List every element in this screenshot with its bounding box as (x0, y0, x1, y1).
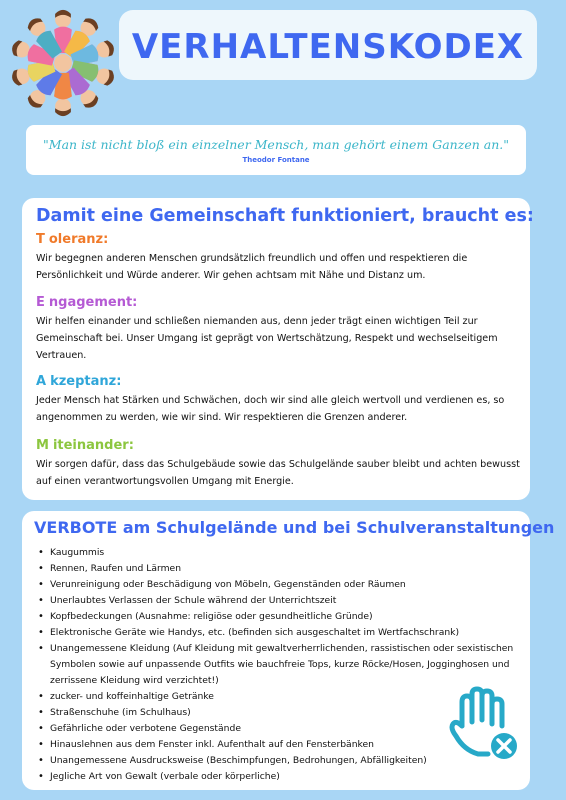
value-title (36, 232, 526, 248)
list-item: • Rennen, Raufen und Lärmen (36, 561, 522, 577)
value-rest: oleranz: (48, 232, 109, 247)
value-engagement (36, 295, 526, 364)
value-text: Jeder Mensch hat Stärken und Schwächen, doch wir sind alle gleich wertvoll und verdienen es, so angenommen zu werden, wie wir sind. Wir respektieren die Grenzen anderer. (36, 395, 505, 423)
list-item: • Unangemessene Kleidung (Auf Kleidung mit gewaltverherrlichenden, rassistischen oder sexistischen Symbolen sowie auf unpassende Outfits wie bauchfreie Tops, kurze Röcke/Hosen, Jogginghosen und zerrissene Kleidung wird verzichtet!) (36, 641, 522, 689)
community-heading: Damit eine Gemeinschaft funktioniert, braucht es: (36, 206, 534, 226)
community-values-card (22, 198, 534, 500)
value-title (36, 374, 526, 390)
value-initial: A (36, 374, 47, 389)
list-item: • Kaugummis (36, 545, 522, 561)
value-initial: M (36, 438, 49, 453)
value-rest: ngagement: (48, 295, 138, 310)
list-item: • Elektronische Geräte wie Handys, etc. (befinden sich ausgeschaltet im Wertfachschrank) (36, 625, 522, 641)
value-initial: T (36, 232, 45, 247)
value-text: Wir sorgen dafür, dass das Schulgebäude sowie das Schulgelände sauber bleibt und achten bewusst auf einen verantwortungsvollen Umgang mit Energie. (36, 459, 520, 487)
value-text: Wir begegnen anderen Menschen grundsätzlich freundlich und offen und respektieren die Persönlichkeit und Würde anderer. Wir gehen achtsam mit Nähe und Distanz um. (36, 253, 468, 281)
quote-text: "Man ist nicht bloß ein einzelner Mensch, man gehört einem Ganzen an." (43, 137, 509, 152)
list-item: • Verunreinigung oder Beschädigung von Möbeln, Gegenständen oder Räumen (36, 577, 522, 593)
list-item: • Jegliche Art von Gewalt (verbale oder körperliche) (36, 769, 522, 785)
value-initial: E (36, 295, 45, 310)
value-title (36, 438, 526, 454)
list-item: • zucker- und koffeinhaltige Getränke (36, 689, 522, 705)
value-toleranz (36, 232, 526, 284)
value-title (36, 295, 526, 311)
list-item: • Kopfbedeckungen (Ausnahme: religiöse oder gesundheitliche Gründe) (36, 609, 522, 625)
people-circle-logo (4, 4, 122, 122)
value-rest: kzeptanz: (50, 374, 122, 389)
value-akzeptanz (36, 374, 526, 426)
prohibitions-heading: VERBOTE am Schulgelände und bei Schulveranstaltungen (34, 518, 555, 537)
list-item: • Straßenschuhe (im Schulhaus) (36, 705, 522, 721)
stop-hand-icon (448, 686, 520, 762)
list-item: • Hinauslehnen aus dem Fenster inkl. Aufenthalt auf den Fensterbänken (36, 737, 522, 753)
header-banner (119, 10, 537, 80)
quote-author: Theodor Fontane (242, 156, 310, 164)
value-miteinander (36, 438, 526, 490)
quote-card (26, 125, 526, 175)
list-item: • Unangemessene Ausdrucksweise (Beschimpfungen, Bedrohungen, Abfälligkeiten) (36, 753, 522, 769)
list-item: • Unerlaubtes Verlassen der Schule während der Unterrichtszeit (36, 593, 522, 609)
list-item: • Gefährliche oder verbotene Gegenstände (36, 721, 522, 737)
value-rest: iteinander: (52, 438, 134, 453)
value-text: Wir helfen einander und schließen niemanden aus, denn jeder trägt einen wichtigen Teil zur Gemeinschaft bei. Unser Umgang ist geprägt von Wertschätzung, Respekt und wechselseitigem Vertrauen. (36, 316, 498, 361)
page-title: VERHALTENSKODEX (131, 27, 525, 67)
